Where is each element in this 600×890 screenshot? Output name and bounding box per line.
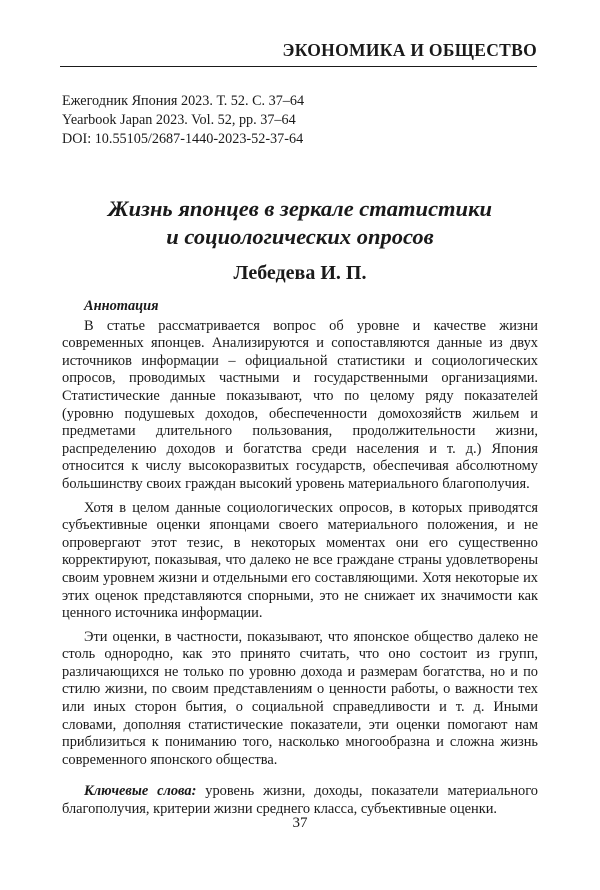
abstract-heading: Аннотация — [84, 298, 159, 314]
abstract-section — [62, 298, 538, 833]
keywords-text: уровень жизни, доходы, показатели материального благополучия, критерии жизни среднего класса, субъективные оценки. — [62, 783, 538, 818]
keywords-label: Ключевые слова: — [84, 783, 197, 800]
doi-line: DOI: 10.55105/2687-1440-2023-52-37-64 — [62, 131, 304, 147]
citation-line-ru: Ежегодник Япония 2023. Т. 52. С. 37–64 — [62, 93, 305, 109]
section-running-head: ЭКОНОМИКА И ОБЩЕСТВО — [60, 40, 537, 67]
article-title-line-1: Жизнь японцев в зеркале статистики — [108, 196, 492, 221]
abstract-paragraph-2: Хотя в целом данные социологических опросов, в которых приводятся субъективные оценки японцами своего материального положения, и не опровергают этот тезис, в некоторых моментах они его существенно корректируют, показывая, что далеко не все граждане страны удовлетворены своим уровнем жизни и отдельными его составляющими. Хотя некоторые их этих оценок представляются спорными, это не снижает их значимости как ценного источника информации. — [62, 499, 538, 622]
article-title — [60, 195, 540, 251]
article-author: Лебедева И. П. — [233, 262, 367, 284]
page-number: 37 — [292, 815, 308, 831]
abstract-paragraph-1: В статье рассматривается вопрос об уровне и качестве жизни современных японцев. Анализируются и сопоставляются данные из двух источников информации – официальной статистики и социологических опросов, проводимых частными и государственными организациями. Статистические данные показывают, что по целому ряду показателей (уровню подушевых доходов, обеспеченности домохозяйств жильем и предметами длительного пользования, продолжительности жизни, распределению доходов и богатства среди населения и т. д.) Япония относится к числу высокоразвитых государств, обеспечивая абсолютному большинству своих граждан высокий уровень материального благополучия. — [62, 317, 538, 492]
citation-line-en: Yearbook Japan 2023. Vol. 52, pp. 37–64 — [62, 112, 296, 128]
abstract-paragraph-3: Эти оценки, в частности, показывают, что японское общество далеко не столь однородно, как это принято считать, что оно состоит из групп, различающихся не только по уровню дохода и размерам богатства, но и по стилю жизни, по своим представлениям о ценности работы, о важности тех или иных сторон бытия, о социальной справедливости и т. д. Иными словами, дополняя статистические показатели, эти оценки помогают нам приблизиться к пониманию того, насколько многообразна и сложна жизнь современного японского общества. — [62, 628, 538, 768]
citation-block — [62, 92, 304, 149]
article-title-line-2: и социологических опросов — [166, 224, 434, 249]
keywords-paragraph — [62, 783, 538, 818]
